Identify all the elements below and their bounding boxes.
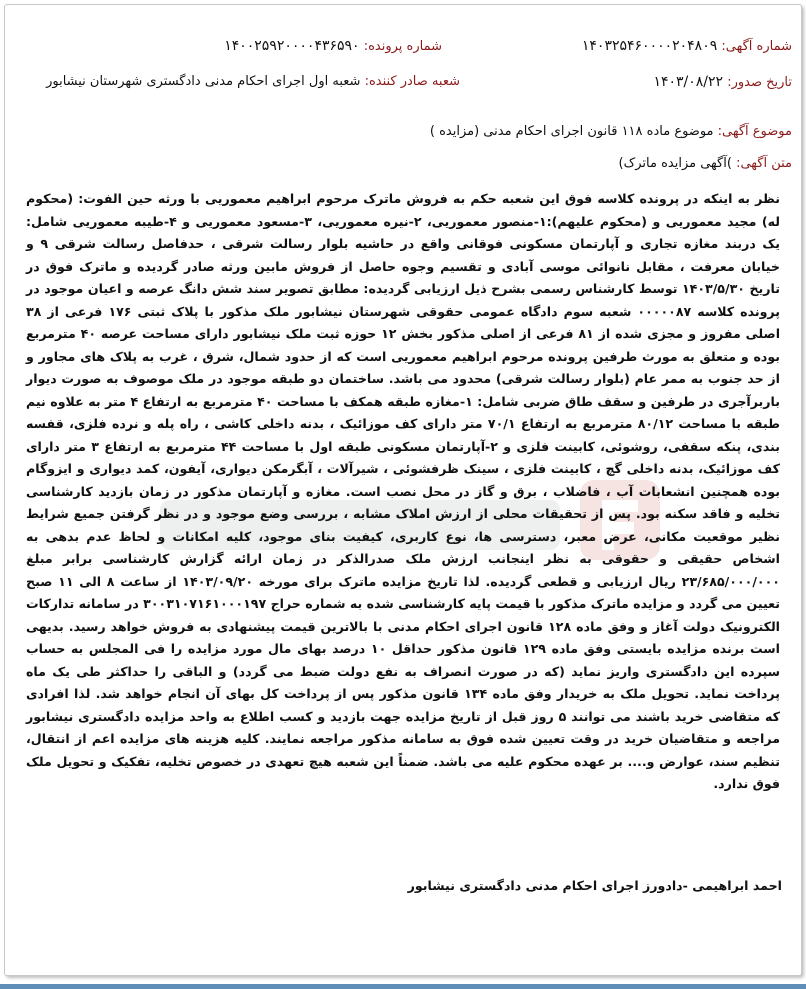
notice-text-heading (619, 156, 792, 171)
subject-label: موضوع آگهی: (717, 124, 792, 139)
notice-text-value: )آگهی مزایده ماترک) (618, 156, 732, 171)
case-number-label: شماره پرونده: (363, 39, 442, 54)
ad-number-value: ۱۴۰۳۲۵۴۶۰۰۰۰۲۰۴۸۰۹ (581, 38, 718, 54)
issue-date-value: ۱۴۰۳/۰۸/۲۲ (653, 74, 724, 90)
subject-value: موضوع ماده ۱۱۸ قانون اجرای احکام مدنی (مزایده ) (429, 124, 714, 139)
issuer (46, 74, 460, 89)
ad-number (582, 38, 792, 54)
case-number-value: ۱۴۰۰۲۵۹۲۰۰۰۰۴۳۶۵۹۰ (224, 38, 360, 54)
issue-date-label: تاریخ صدور: (727, 75, 792, 90)
notice-text-label: متن آگهی: (736, 156, 792, 171)
bottom-bar (0, 984, 806, 989)
case-number (224, 38, 442, 54)
notice-body: نظر به اینکه در پرونده کلاسه فوق این شعبه حکم به فروش ماترک مرحوم ابراهیم معموریی با ورثه حین الفوت: (محکوم له) مجید معموریی و (محکوم علیهم):۱-منصور معموریی، ۲-نیره معموریی، ۳-مسعود معموریی و ۴-طیبه معموریی شامل: یک دربند مغازه تجاری و آپارتمان مسکونی فوقانی واقع در حاشیه بلوار رسالت شرقی ، حدفاصل رسالت شرقی ۹ و خیابان معرفت ، مقابل نانوائی موسی آبادی و تقسیم وجوه حاصل از فروش مابین ورثه صادر گردیده و ماترک فوق در تاریخ ۱۴۰۳/۵/۳۰ توسط کارشناس رسمی بشرح ذیل ارزیابی گردیده: مطابق تصویر سند شش دانگ عرصه و اعیان موجود در پرونده کلاسه ۰۰۰۰۰۸۷ شعبه سوم دادگاه عمومی حقوقی شهرستان نیشابور ملک مذکور با پلاک ثبتی ۱۷۶ فرعی از ۳۸ اصلی مفروز و مجزی شده از ۸۱ فرعی از اصلی مذکور بخش ۱۲ حوزه ثبت ملک نیشابور دارای مساحت عرصه ۴۰ مترمربع بوده و متعلق به مورث طرفین پرونده مرحوم ابراهیم معموریی است که از حدود شمال، شرق ، غرب به پلاک های مجاور و از حد جنوب به ممر عام (بلوار رسالت شرقی) محدود می باشد. ساختمان دو طبقه موجود در ملک موصوف به صورت دیوار باربرآجری در طرفین و سقف طاق ضربی شامل: ۱-مغازه طبقه همکف با مساحت ۴۰ مترمربع به ارتفاع ۴ متر به علاوه نیم طبقه با مساحت ۸۰/۱۲ مترمربع به ارتفاع ۷۰/۱ متر دارای کف موزائیک ، بدنه داخلی کاشی ، راه پله و نرده فلزی، قفسه بندی، پنکه سقفی، روشوئی، کابینت فلزی و ۲-آپارتمان مسکونی طبقه اول با مساحت ۴۴ مترمربع به ارتفاع ۳ متر دارای کف موزائیک، بدنه داخلی گچ ، کابینت فلزی ، سینک ظرفشوئی ، شیرآلات ، آبگرمکن دیواری، آیفون، کمد دیواری و ایزوگام بوده همچنین انشعابات آب ، فاضلاب ، برق و گاز در محل نصب است. مغازه و آپارتمان مذکور در زمان بازدید کارشناسی تخلیه و فاقد سکنه بود. پس از تحقیقات محلی از ارزش املاک مشابه ، بررسی وضع موجود و در نظر گرفتن جمیع شرایط نظیر موقعیت مکانی، عرض معبر، دسترسی ها، نوع کاربری، کیفیت بنای موجود، کلیه امکانات و لحاظ عدم بدهی به اشخاص حقیقی و حقوقی به نظر اینجانب ارزش ملک صدرالذکر در زمان ارائه گزارش کارشناسی برابر مبلغ ۲۳/۶۸۵/۰۰۰/۰۰۰ ریال ارزیابی و قطعی گردیده. لذا تاریخ مزایده ماترک برای مورخه ۱۴۰۳/۰۹/۲۰ از ساعت ۸ الی ۱۱ صبح تعیین می گردد و مزایده ماترک مذکور با قیمت پایه کارشناسی شده به شماره حراج ۳۰۰۳۱۰۷۱۶۱۰۰۰۱۹۷ در سامانه تدارکات الکترونیک دولت آغاز و وفق ماده ۱۲۸ قانون اجرای احکام مدنی با بالاترین قیمت پیشنهادی به فروش خواهد رسید. بدیهی است برنده مزایده بایستی وفق ماده ۱۲۹ قانون مذکور حداقل ۱۰ درصد بهای مال مورد مزایده را فی المجلس به حساب سپرده این دادگستری واریز نماید (که در صورت انصراف به نفع دولت ضبط می گردد) و الباقی را حداکثر طی یک ماه پرداخت نماید. تحویل ملک به خریدار وفق ماده ۱۳۴ قانون مذکور پس از پرداخت کل بهای آن انجام خواهد شد. لذا افرادی که متقاضی خرید باشند می توانند ۵ روز قبل از تاریخ مزایده جهت بازدید و کسب اطلاع به واحد مزایده دادگستری نیشابور مراجعه و متقاضیان خرید در وقت تعیین شده فوق به سامانه مذکور مراجعه نمایند. کلیه هزینه های مزایده اعم از انتقال، تنظیم سند، عوارض و.... بر عهده محکوم علیه می باشد. ضمناً این شعبه هیچ تعهدی در خصوص تخلیه، تفکیک و تحویل ملک فوق ندارد. (26, 191, 781, 791)
signature: احمد ابراهیمی -دادورز اجرای احکام مدنی دادگستری نیشابور (407, 878, 782, 893)
issue-date (653, 74, 792, 90)
issuer-value: شعبه اول اجرای احکام مدنی دادگستری شهرستان نیشابور (46, 74, 361, 89)
subject (430, 124, 792, 139)
issuer-label: شعبه صادر کننده: (364, 74, 460, 89)
ad-number-label: شماره آگهی: (721, 39, 792, 54)
